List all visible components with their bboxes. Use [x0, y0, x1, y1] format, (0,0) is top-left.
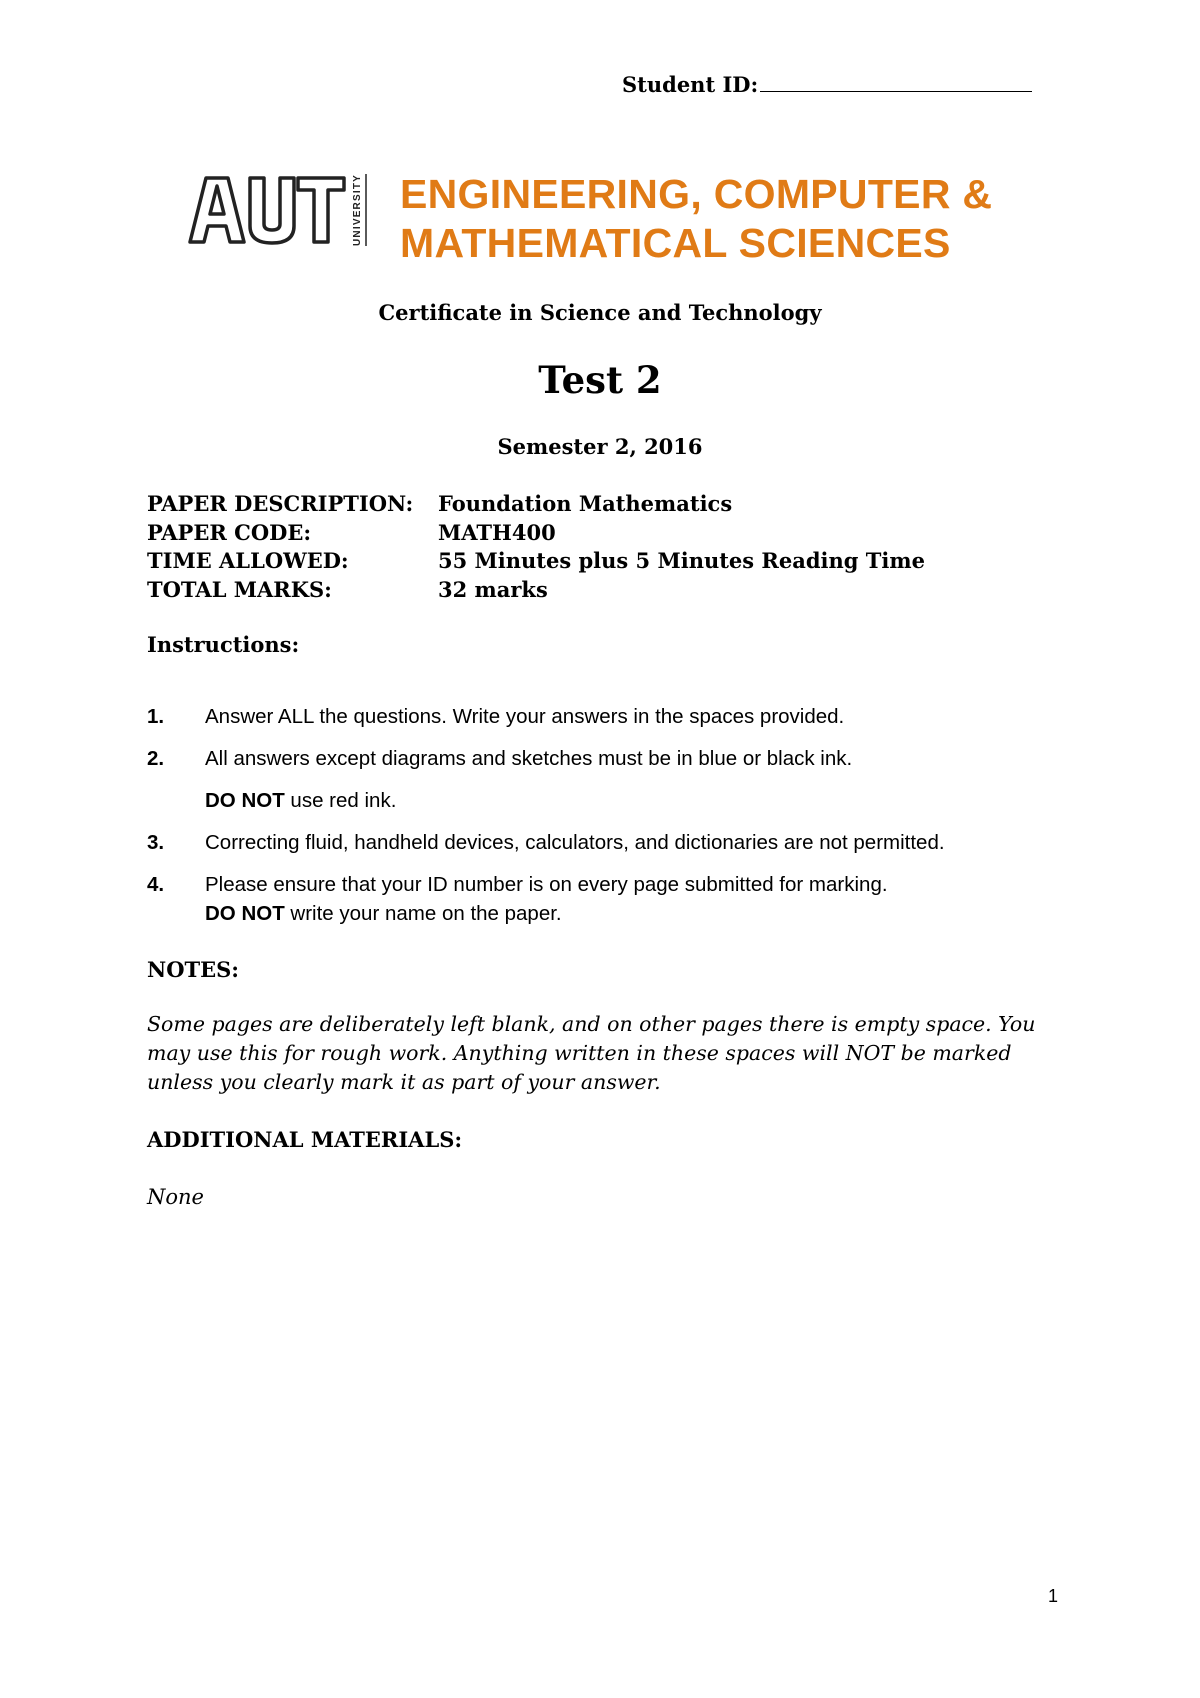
- total-marks-value: 32 marks: [438, 576, 548, 602]
- paper-details: [147, 490, 925, 604]
- instruction-note: use red ink.: [284, 789, 397, 812]
- paper-code-label: PAPER CODE:: [147, 519, 312, 545]
- instruction-text: All answers except diagrams and sketches must be in blue or black ink.: [205, 747, 853, 770]
- instruction-number: 2.: [147, 747, 165, 770]
- program-title: Certificate in Science and Technology: [378, 300, 822, 325]
- instruction-note: write your name on the paper.: [284, 902, 562, 925]
- do-not-emphasis: DO NOT: [205, 902, 285, 925]
- faculty-line-1: ENGINEERING, COMPUTER &: [400, 171, 993, 217]
- student-id-label: Student ID:: [622, 72, 759, 97]
- instruction-text: Answer ALL the questions. Write your answers in the spaces provided.: [205, 705, 845, 728]
- notes-text: Some pages are deliberately left blank, and on other pages there is empty space. You may use this for rough work. Anything written in these spaces will NOT be marked unless you clearly mark it as part of your answer.: [147, 1012, 1036, 1094]
- paper-detail-row: [147, 547, 925, 576]
- additional-materials-value: None: [147, 1185, 204, 1209]
- instruction-number: 3.: [147, 831, 165, 854]
- do-not-emphasis: DO NOT: [205, 789, 285, 812]
- paper-code-value: MATH400: [438, 519, 556, 545]
- paper-detail-row: [147, 490, 925, 519]
- instruction-number: 1.: [147, 705, 165, 728]
- student-id-blank: [760, 73, 1032, 92]
- faculty-line-2: MATHEMATICAL SCIENCES: [400, 220, 951, 266]
- test-title: Test 2: [538, 358, 662, 402]
- paper-detail-row: [147, 576, 925, 605]
- instruction-text: Please ensure that your ID number is on every page submitted for marking.: [205, 873, 888, 896]
- paper-description-label: PAPER DESCRIPTION:: [147, 491, 414, 516]
- additional-materials-heading: ADDITIONAL MATERIALS:: [147, 1127, 463, 1152]
- instruction-text: Correcting fluid, handheld devices, calculators, and dictionaries are not permitted.: [205, 831, 945, 854]
- aut-logo-mark: [188, 170, 408, 270]
- instructions-heading: Instructions:: [147, 632, 300, 657]
- total-marks-label: TOTAL MARKS:: [147, 576, 332, 602]
- instruction-number: 4.: [147, 873, 165, 896]
- student-id-field: [622, 72, 1032, 97]
- notes-heading: NOTES:: [147, 957, 240, 982]
- university-text: UNIVERSITY: [352, 173, 363, 246]
- time-allowed-value: 55 Minutes plus 5 Minutes Reading Time: [438, 548, 925, 573]
- time-allowed-label: TIME ALLOWED:: [147, 548, 349, 573]
- semester: Semester 2, 2016: [497, 434, 703, 459]
- paper-description-value: Foundation Mathematics: [438, 491, 733, 516]
- faculty-name: [400, 170, 992, 268]
- page-number: 1: [1048, 1586, 1059, 1606]
- paper-detail-row: [147, 519, 925, 548]
